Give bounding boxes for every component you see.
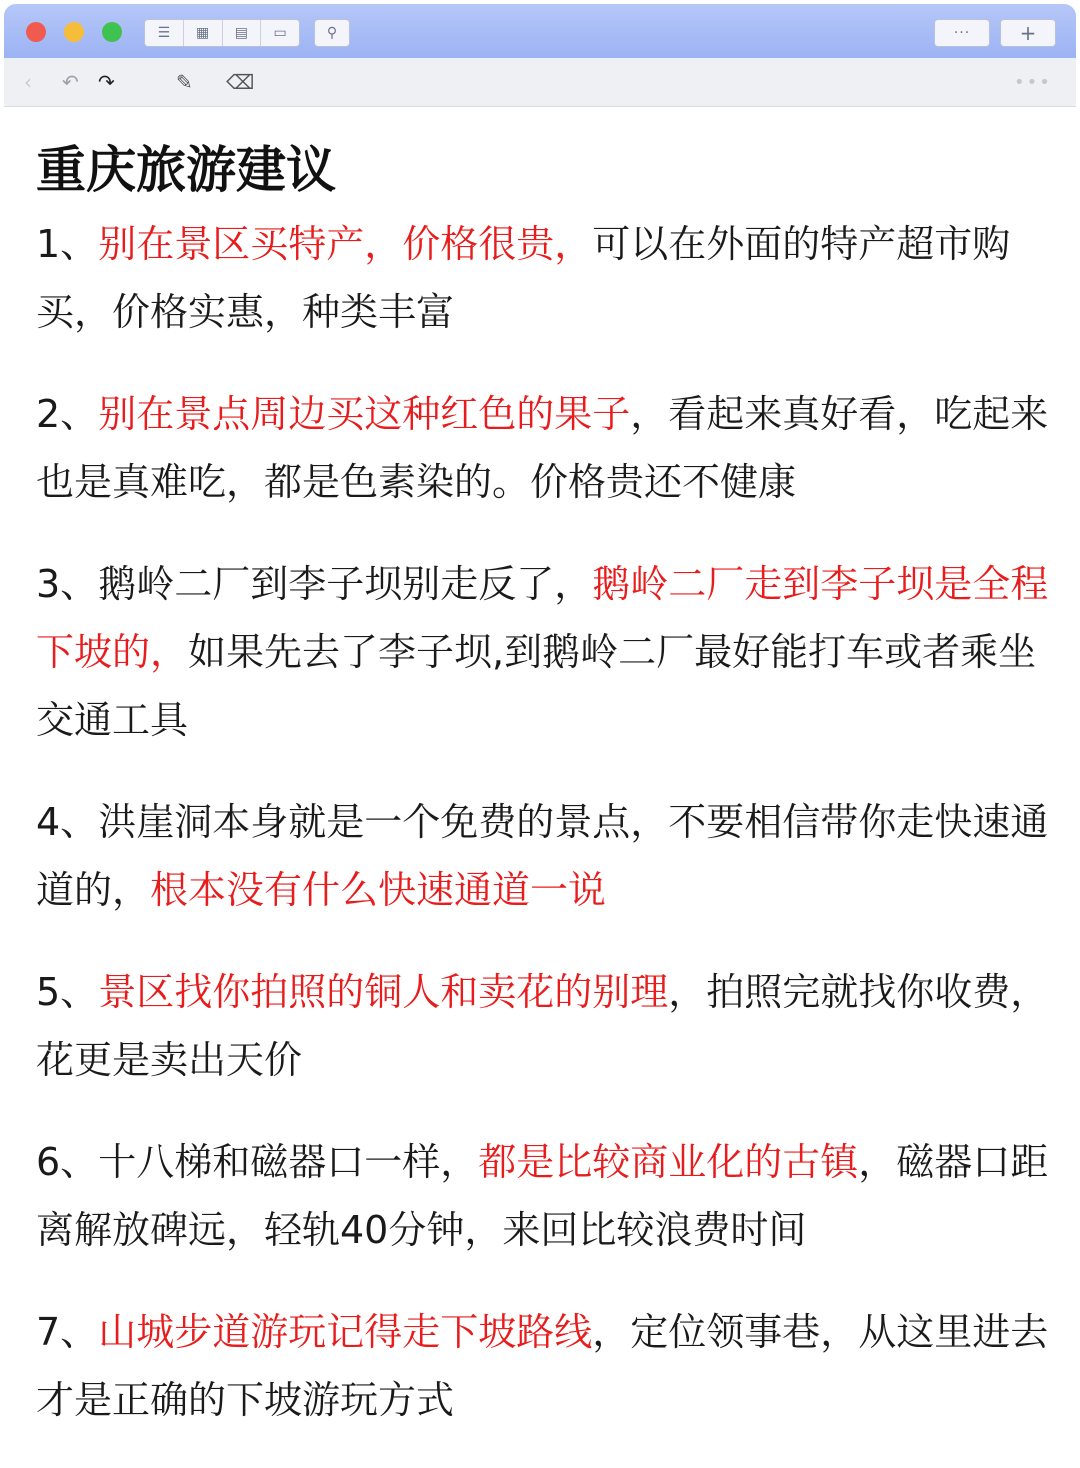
- map-icon[interactable]: ▤: [223, 20, 262, 46]
- plus-icon[interactable]: +: [1000, 19, 1056, 47]
- tip-text: 十八梯和磁器口一样，: [98, 1140, 479, 1184]
- tip-number: 2、: [36, 392, 99, 436]
- pen-icon[interactable]: ✎: [176, 70, 193, 94]
- back-icon[interactable]: ‹: [24, 70, 32, 94]
- tip-number: 6、: [36, 1140, 99, 1184]
- tip-text: ，定位领事巷，从这里进去才是正确的下坡游玩方式: [36, 1310, 1049, 1422]
- tip-number: 5、: [36, 970, 99, 1014]
- tip-highlight-text: 别在景区买特产，价格很贵，: [98, 222, 593, 266]
- tip-highlight-text: 根本没有什么快速通道一说: [150, 868, 607, 912]
- tip-text: 鹅岭二厂到李子坝别走反了，: [98, 562, 593, 606]
- tip-item: [36, 1128, 1066, 1264]
- close-window-button[interactable]: [26, 22, 46, 42]
- tip-text: ，看起来真好看，吃起来也是真难吃，都是色素染的。价格贵还不健康: [36, 392, 1049, 504]
- edit-toolbar: [4, 58, 1076, 107]
- tip-highlight-text: 山城步道游玩记得走下坡路线: [98, 1310, 593, 1354]
- list-icon[interactable]: ☰: [145, 20, 184, 46]
- search-icon[interactable]: ⚲: [314, 19, 350, 47]
- tip-item: [36, 210, 1066, 346]
- tip-text: 洪崖洞本身就是一个免费的景点，不要相信带你走快速通道的，: [36, 800, 1049, 912]
- redo-icon[interactable]: ↷: [98, 70, 115, 94]
- maximize-window-button[interactable]: [102, 22, 122, 42]
- tip-number: 3、: [36, 562, 99, 606]
- tip-item: [36, 380, 1066, 516]
- note-content: [36, 130, 1066, 1468]
- tip-item: [36, 550, 1066, 754]
- tip-text: 可以在外面的特产超市购买，价格实惠，种类丰富: [36, 222, 1011, 334]
- grid-icon[interactable]: ▦: [184, 20, 223, 46]
- tip-text: ，磁器口距离解放碑远，轻轨40分钟，来回比较浪费时间: [36, 1140, 1049, 1252]
- tip-text: ，拍照完就找你收费，花更是卖出天价: [36, 970, 1049, 1082]
- tip-number: 4、: [36, 800, 99, 844]
- minimize-window-button[interactable]: [64, 22, 84, 42]
- note-title: 重庆旅游建议: [36, 141, 336, 199]
- tip-highlight-text: 景区找你拍照的铜人和卖花的别理: [98, 970, 669, 1014]
- view-toggle-group: [144, 19, 300, 47]
- tip-highlight-text: 别在景点周边买这种红色的果子: [98, 392, 631, 436]
- eraser-icon[interactable]: ⌫: [226, 70, 255, 94]
- tip-item: [36, 1298, 1066, 1434]
- more-icon[interactable]: ···: [934, 19, 990, 47]
- tip-text: 如果先去了李子坝,到鹅岭二厂最好能打车或者乘坐交通工具: [36, 630, 1037, 742]
- tip-number: 7、: [36, 1310, 99, 1354]
- tip-item: [36, 788, 1066, 924]
- overflow-icon[interactable]: •••: [1014, 71, 1052, 93]
- note-items: [36, 210, 1066, 1434]
- tip-highlight-text: 都是比较商业化的古镇: [478, 1140, 859, 1184]
- undo-icon[interactable]: ↶: [62, 70, 79, 94]
- tip-number: 1、: [36, 222, 99, 266]
- calendar-icon[interactable]: ▭: [273, 25, 287, 41]
- title-bar: [4, 4, 1076, 58]
- tip-highlight-text: 鹅岭二厂走到李子坝是全程下坡的，: [36, 562, 1049, 674]
- tip-item: [36, 958, 1066, 1094]
